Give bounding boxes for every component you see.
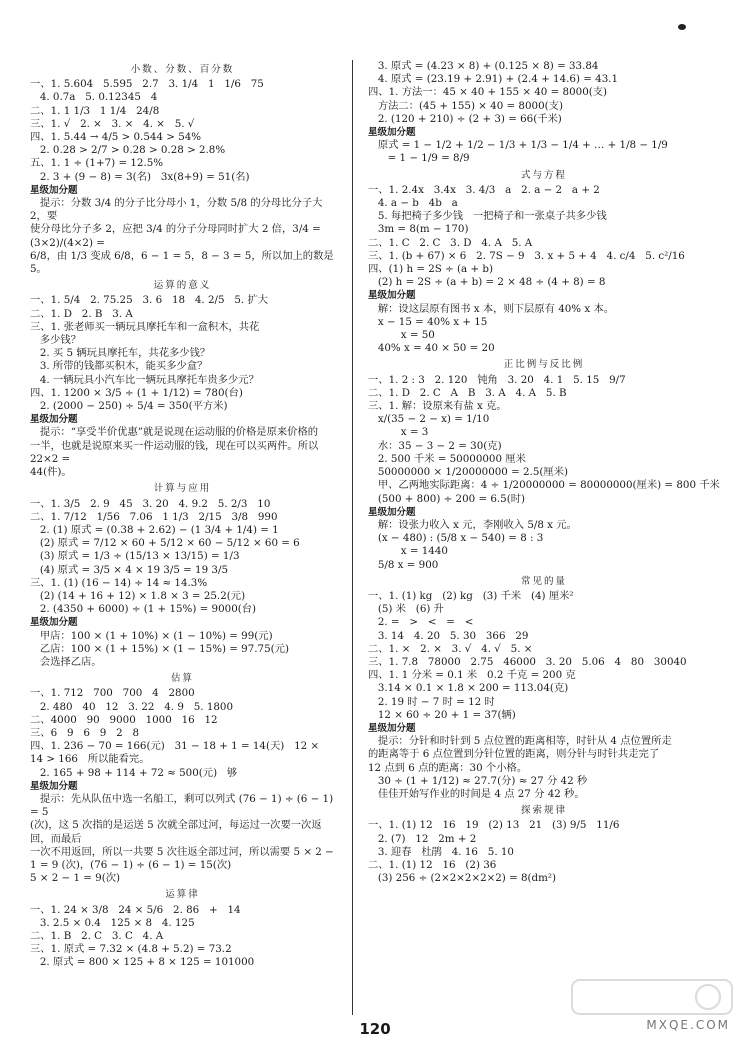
answer-line: 二、4000 90 9000 1000 16 12	[30, 713, 218, 726]
answer-line: (2) 原式 = 7/12 × 60 + 5/12 × 60 − 5/12 × 60 = 6	[30, 537, 300, 550]
answer-line: 五、1. 1 ÷ (1+7) = 12.5%	[30, 157, 164, 170]
answer-line: 2. 买 5 辆玩具摩托车，共花多少钱？	[30, 347, 211, 360]
answer-line: 3. 迎春 杜鹃 4. 16 5. 10	[368, 845, 514, 858]
answer-line: 二、1. 7/12 1/56 7.06 1 1/3 2/15 3/8 990	[30, 510, 278, 523]
answer-line: 提示：先从队伍中选一名船工，剩可以列式 (76 − 1) ÷ (6 − 1) = 5	[30, 792, 337, 819]
answer-line: 3. 14 4. 20 5. 30 366 29	[368, 629, 529, 642]
answer-line: 2. (2000 − 250) ÷ 5/4 = 350(平方米)	[30, 400, 228, 413]
corner-ink-mark	[678, 24, 686, 30]
section-heading: 计算与应用	[153, 483, 212, 495]
answer-line: 44(件)。	[30, 466, 72, 479]
answer-line: 四、(1) h = 2S ÷ (a + b)	[368, 263, 493, 276]
answer-line: 三、1. √ 2. × 3. × 4. × 5. √	[30, 117, 195, 130]
answer-line: 一次不用返回，所以一共要 5 次往返全部过河，所以需要 5 × 2 − 1 = 9 (次)，(76 − 1) ÷ (6 − 1) = 15(次)	[30, 845, 337, 871]
answer-line: 2. 500 千米 = 50000000 厘米	[368, 452, 526, 465]
answer-line: 四、1. 236 − 70 = 166(元) 31 − 18 + 1 = 14(天) 12 × 14 > 166 所以能看完。	[30, 740, 323, 766]
answer-line: (次)，这 5 次指的是运送 5 次就全部过河，每运过一次要一次返回，而最后	[30, 819, 322, 845]
answer-line: 二、1. × 2. × 3. √ 4. √ 5. ×	[368, 642, 533, 655]
answer-line: = 1 − 1/9 = 8/9	[368, 152, 470, 165]
answer-line: x = 3	[368, 426, 429, 439]
left-answer-column	[30, 60, 335, 970]
answer-line: 30 ÷ (1 + 1/12) ≈ 27.7(分) ≈ 27 分 42 秒	[368, 774, 588, 787]
answer-line: 一、1. 2.4x 3.4x 3. 4/3 a 2. a − 2 a + 2	[368, 183, 600, 196]
answer-line: 提示：分针和时针到 5 点位置的距离相等，时针从 4 点位置所走	[368, 735, 672, 748]
answer-line: 三、1. (1) (16 − 14) ÷ 14 ≈ 14.3%	[30, 576, 208, 589]
answer-line: 多少钱？	[30, 334, 82, 347]
answer-line: x = 50	[368, 329, 435, 342]
answer-line: 一、1. 5.604 5.595 2.7 3. 1/4 1 1/6 75	[30, 78, 264, 91]
answer-line: 2. (1) 原式 = (0.38 + 2.62) − (1 3/4 + 1/4) = 1	[30, 523, 279, 536]
watermark-text: MXQE.COM	[646, 1018, 730, 1032]
answer-line: 一、1. 24 × 3/8 24 × 5/6 2. 86 + 14	[30, 903, 241, 916]
answer-line: 一、1. 3/5 2. 9 45 3. 20 4. 9.2 5. 2/3 10	[30, 497, 271, 510]
answer-line: 12 × 60 ÷ 20 + 1 = 37(辆)	[368, 708, 516, 721]
bonus-label: 星级加分题	[368, 127, 416, 139]
answer-line: 一、1. 712 700 700 4 2800	[30, 687, 195, 700]
answer-line: (4) 原式 = 3/5 × 4 × 19 3/5 = 19 3/5	[30, 563, 228, 576]
answer-line: 二、1. C 2. C 3. D 4. A 5. A	[368, 236, 533, 249]
answer-line: 4. 原式 = (23.19 + 2.91) + (2.4 + 14.6) = 43.1	[368, 73, 619, 86]
answer-line: 4. 0.7a 5. 0.12345 4	[30, 91, 158, 104]
answer-line: 2. (7) 12 2m + 2	[368, 832, 477, 845]
bonus-label: 星级加分题	[30, 617, 78, 629]
answer-line: 一、1. 2 : 3 2. 120 钝角 3. 20 4. 1 5. 15 9/7	[368, 373, 626, 386]
answer-line: 2. (120 + 210) ÷ (2 + 3) = 66(千米)	[368, 112, 562, 125]
bonus-label: 星级加分题	[368, 290, 416, 302]
answer-line: 3. 2.5 × 0.4 125 × 8 4. 125	[30, 916, 195, 929]
answer-line: (3) 原式 = 1/3 ÷ (15/13 × 13/15) = 1/3	[30, 550, 240, 563]
answer-line: 二、1. D 2. C A B 3. A 4. A 5. B	[368, 386, 567, 399]
answer-line: 二、1. (1) 12 16 (2) 36	[368, 858, 497, 871]
answer-line: 会选择乙店。	[30, 655, 102, 668]
answer-line: 3. 原式 = (4.23 × 8) + (0.125 × 8) = 33.84	[368, 60, 599, 72]
answer-line: 三、6 9 6 9 2 8	[30, 726, 139, 739]
section-heading: 正比例与反比例	[503, 359, 585, 371]
bonus-label: 星级加分题	[368, 722, 416, 734]
section-heading: 式与方程	[520, 169, 567, 181]
bonus-label: 星级加分题	[30, 184, 78, 196]
right-answer-column	[368, 60, 720, 885]
answer-line: 2. 165 + 98 + 114 + 72 ≈ 500(元) 够	[30, 766, 238, 779]
answer-line: 2. 原式 = 800 × 125 + 8 × 125 = 101000	[30, 956, 255, 969]
answer-line: (x − 480) : (5/8 x − 540) = 8 : 3	[368, 532, 544, 545]
answer-line: 水：35 − 3 − 2 = 30(克)	[368, 439, 502, 452]
answer-line: 2. 3 + (9 − 8) = 3(名) 3x(8+9) = 51(名)	[30, 170, 250, 183]
bonus-label: 星级加分题	[30, 414, 78, 426]
answer-line: 5 × 2 − 1 = 9(次)	[30, 872, 121, 885]
answer-line: 佳佳开始写作业的时间是 4 点 27 分 42 秒。	[368, 787, 585, 800]
answer-line: 6/8，由 1/3 变成 6/8，6 − 1 = 5，8 − 3 = 5，所以加上的数是 5。	[30, 249, 337, 276]
answer-line: 3.14 × 0.1 × 1.8 × 200 = 113.04(克)	[368, 682, 569, 695]
answer-line: 2. (4350 + 6000) ÷ (1 + 15%) = 9000(台)	[30, 603, 257, 616]
section-heading: 运算的意义	[153, 280, 212, 292]
answer-line: (500 + 800) ÷ 200 = 6.5(时)	[368, 492, 526, 505]
column-divider	[352, 60, 353, 1015]
answer-line: 2. = > < = <	[368, 616, 474, 629]
answer-line: x = 1440	[368, 545, 448, 558]
answer-line: 四、1. 1 分米 = 0.1 米 0.2 千克 = 200 克	[368, 669, 576, 682]
answer-line: 解：设张力收入 x 元，李刚收入 5/8 x 元。	[368, 518, 577, 531]
answer-line: 甲店：100 × (1 + 10%) × (1 − 10%) = 99(元)	[30, 629, 273, 642]
answer-line: 三、1. 7.8 78000 2.75 46000 3. 20 5.06 4 80 30040	[368, 655, 687, 668]
answer-line: 2. 19 时 − 7 时 = 12 时	[368, 695, 495, 708]
bonus-label: 星级加分题	[368, 506, 416, 518]
answer-line: 的距离等于 6 点位置到分针位置的距离，则分针与时针共走完了	[368, 748, 660, 761]
answer-line: 解：设这层原有图书 x 本，则下层原有 40% x 本。	[368, 302, 615, 315]
answer-line: 使分母比分子多 2，应把 3/4 的分子分母同时扩大 2 倍，3/4 = (3×2)/(4×2) =	[30, 223, 325, 249]
answer-line: 12 点到 6 点的距离：30 个小格。	[368, 761, 528, 774]
answer-line: 3m = 8(m − 170)	[368, 223, 469, 236]
answer-line: (2) (14 + 16 + 12) × 1.8 × 3 = 25.2(元)	[30, 589, 246, 602]
answer-line: 提示：“享受半价优惠”就是说现在运动服的价格是原来价格的	[30, 426, 319, 439]
answer-line: 四、1. 1200 × 3/5 ÷ (1 + 1/12) = 780(台)	[30, 386, 243, 399]
answer-line: 一、1. 5/4 2. 75.25 3. 6 18 4. 2/5 5. 扩大	[30, 294, 269, 307]
answer-line: 甲、乙两地实际距离：4 ÷ 1/20000000 = 80000000(厘米) = 800 千米	[368, 479, 720, 492]
bonus-label: 星级加分题	[30, 780, 78, 792]
answer-line: 5/8 x = 900	[368, 558, 439, 571]
answer-line: 四、1. 5.44 → 4/5 > 0.544 > 54%	[30, 131, 202, 144]
answer-line: 二、1. D 2. B 3. A	[30, 307, 133, 320]
answer-line: 原式 = 1 − 1/2 + 1/2 − 1/3 + 1/3 − 1/4 + … + 1/8 − 1/9	[368, 139, 668, 152]
answer-line: 二、1. 1 1/3 1 1/4 24/8	[30, 104, 160, 117]
answer-line: 提示：分数 3/4 的分子比分母小 1，分数 5/8 的分母比分子大 2，要	[30, 197, 326, 223]
answer-line: 三、1. 张老师买一辆玩具摩托车和一盒积木，共花	[30, 320, 260, 333]
section-heading: 运算律	[165, 889, 200, 901]
answer-line: (5) 米 (6) 升	[368, 603, 444, 616]
answer-line: 5. 每把椅子多少钱 一把椅子和一张桌子共多少钱	[368, 210, 607, 223]
answer-line: 3. 所带的钱都买积木，能买多少盒？	[30, 360, 208, 373]
answer-line: 4. 一辆玩具小汽车比一辆玩具摩托车贵多少元？	[30, 373, 259, 386]
answer-line: 四、1. 方法一：45 × 40 + 155 × 40 = 8000(支)	[368, 86, 608, 99]
answer-line: 一、1. (1) kg (2) kg (3) 千米 (4) 厘米²	[368, 589, 574, 602]
answer-line: 三、1. (b + 67) × 6 2. 7S − 9 3. x + 5 + 4 4. c/4 5. c²/16	[368, 249, 685, 262]
answer-line: 乙店：100 × (1 + 15%) × (1 − 15%) = 97.75(元)	[30, 642, 289, 655]
answer-line: 2. 0.28 > 2/7 > 0.28 > 0.28 > 2.8%	[30, 144, 226, 157]
section-heading: 小数、分数、百分数	[130, 64, 235, 75]
answer-line: 一半，也就是说原来买一件运动服的钱，现在可以买两件。所以 22×2 =	[30, 439, 322, 465]
page-number: 120	[359, 1020, 391, 1038]
answer-line: 40% x = 40 × 50 = 20	[368, 342, 495, 355]
answer-line: (2) h = 2S ÷ (a + b) = 2 × 48 ÷ (4 + 8) = 8	[368, 276, 606, 289]
answer-line: 4. a − b 4b a	[368, 197, 458, 210]
answer-line: 三、1. 原式 = 7.32 × (4.8 + 5.2) = 73.2	[30, 943, 232, 956]
answer-line: 一、1. (1) 12 16 19 (2) 13 21 (3) 9/5 11/6	[368, 819, 620, 832]
answer-line: x − 15 = 40% x + 15	[368, 315, 488, 328]
section-heading: 常见的量	[520, 575, 567, 587]
answer-line: 二、1. B 2. C 3. C 4. A	[30, 930, 164, 942]
section-heading: 估算	[170, 673, 194, 685]
answer-line: 三、1. 解：设原来有盐 x 克。	[368, 400, 507, 413]
answer-line: 2. 480 40 12 3. 22 4. 9 5. 1800	[30, 700, 234, 713]
answer-line: x/(35 − 2 − x) = 1/10	[368, 413, 490, 426]
answer-line: (3) 256 ÷ (2×2×2×2×2) = 8(dm²)	[368, 872, 557, 885]
answer-line: 方法二：(45 + 155) × 40 = 8000(支)	[368, 99, 563, 112]
section-heading: 探索规律	[520, 805, 567, 817]
answer-line: 50000000 × 1/20000000 = 2.5(厘米)	[368, 466, 569, 479]
